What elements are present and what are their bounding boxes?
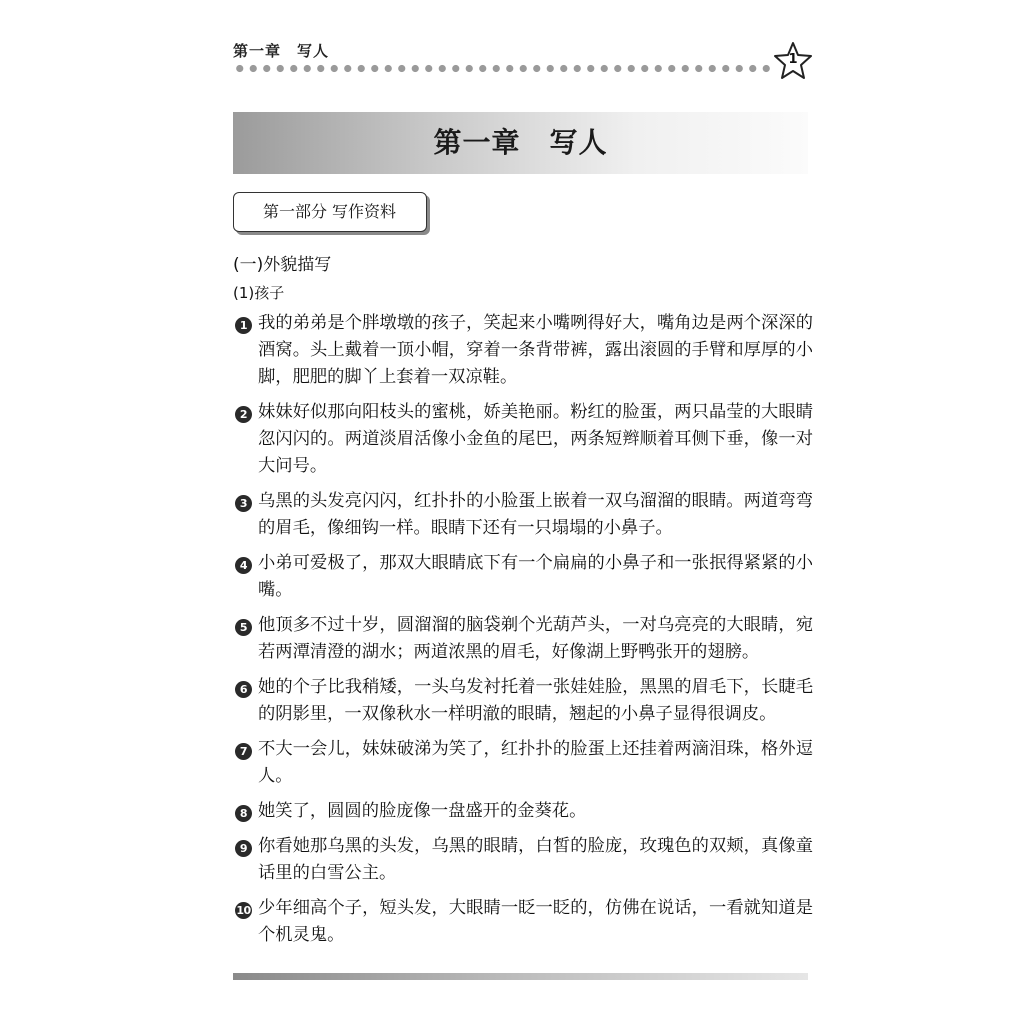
running-head: 第一章 写人 <box>233 42 330 60</box>
list-item <box>233 612 813 666</box>
section-label: 第一部分 写作资料 <box>262 202 397 221</box>
item-text: 小弟可爱极了，那双大眼睛底下有一个扁扁的小鼻子和一张抿得紧紧的小嘴。 <box>258 553 813 600</box>
item-number-badge: 10 <box>236 904 251 917</box>
bottom-divider <box>233 973 808 980</box>
list-item <box>233 895 813 949</box>
section-label-box <box>233 192 427 232</box>
chapter-title: 第一章 写人 <box>433 126 608 159</box>
item-number-badge: 9 <box>235 840 252 857</box>
item-text: 他顶多不过十岁，圆溜溜的脑袋剃个光葫芦头，一对乌亮亮的大眼睛，宛若两潭清澄的湖水；两道浓黑的眉毛，好像湖上野鸭张开的翅膀。 <box>258 615 813 662</box>
item-text: 你看她那乌黑的头发，乌黑的眼睛，白皙的脸庞，玫瑰色的双颊，真像童话里的白雪公主。 <box>258 836 813 883</box>
item-text: 不大一会儿，妹妹破涕为笑了，红扑扑的脸蛋上还挂着两滴泪珠，格外逗人。 <box>258 739 813 786</box>
item-number-badge: 6 <box>235 681 252 698</box>
list-item <box>233 310 813 391</box>
item-text: 她的个子比我稍矮，一头乌发衬托着一张娃娃脸，黑黑的眉毛下，长睫毛的阴影里，一双像秋水一样明澈的眼睛，翘起的小鼻子显得很调皮。 <box>258 677 813 724</box>
item-text: 我的弟弟是个胖墩墩的孩子，笑起来小嘴咧得好大，嘴角边是两个深深的酒窝。头上戴着一顶小帽，穿着一条背带裤，露出滚圆的手臂和厚厚的小脚，肥肥的脚丫上套着一双凉鞋。 <box>258 313 813 387</box>
sub-subheading: (1)孩子 <box>233 284 285 302</box>
item-number-badge: 3 <box>235 495 252 512</box>
list-item <box>233 674 813 728</box>
item-number-badge: 1 <box>235 317 252 334</box>
item-number-badge: 2 <box>235 406 252 423</box>
page-number: 1 <box>788 52 798 67</box>
list-item <box>233 399 813 480</box>
list-item <box>233 488 813 542</box>
list-item <box>233 550 813 604</box>
list-item <box>233 833 813 887</box>
item-text: 她笑了，圆圆的脸庞像一盘盛开的金葵花。 <box>258 801 587 821</box>
subheading: (一)外貌描写 <box>233 255 332 275</box>
item-number-badge: 7 <box>235 743 252 760</box>
item-text: 乌黑的头发亮闪闪，红扑扑的小脸蛋上嵌着一双乌溜溜的眼睛。两道弯弯的眉毛，像细钩一样。眼睛下还有一只塌塌的小鼻子。 <box>258 491 813 538</box>
chapter-banner <box>233 112 808 174</box>
list-item <box>233 798 813 825</box>
item-text: 少年细高个子，短头发，大眼睛一眨一眨的，仿佛在说话，一看就知道是个机灵鬼。 <box>258 898 813 945</box>
item-number-badge: 5 <box>235 619 252 636</box>
list-item <box>233 736 813 790</box>
item-text: 妹妹好似那向阳枝头的蜜桃，娇美艳丽。粉红的脸蛋，两只晶莹的大眼睛忽闪闪的。两道淡眉活像小金鱼的尾巴，两条短辫顺着耳侧下垂，像一对大问号。 <box>258 402 813 476</box>
example-list <box>233 310 813 957</box>
item-number-badge: 8 <box>235 805 252 822</box>
dotted-divider <box>233 64 773 73</box>
page-number-badge <box>772 41 814 83</box>
item-number-badge: 4 <box>235 557 252 574</box>
